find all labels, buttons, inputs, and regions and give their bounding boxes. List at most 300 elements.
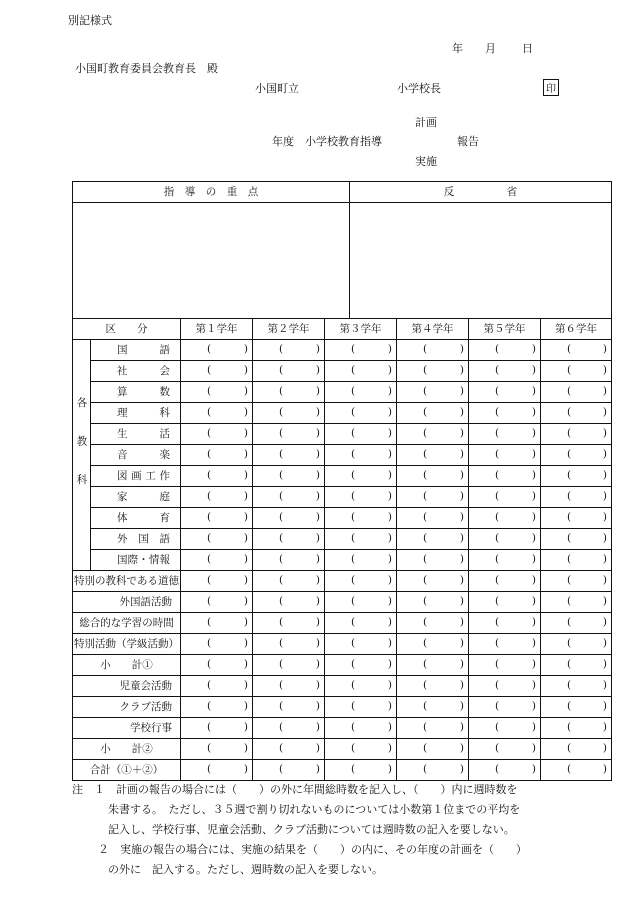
hours-cell[interactable] bbox=[469, 403, 541, 424]
hours-cell[interactable] bbox=[181, 613, 253, 634]
note-1-line-3: 記入し、学校行事、児童会活動、クラブ活動については週時数の記入を要しない。 bbox=[108, 823, 515, 836]
hours-cell[interactable] bbox=[181, 403, 253, 424]
hours-cell[interactable] bbox=[469, 760, 541, 781]
hours-cell[interactable] bbox=[469, 445, 541, 466]
paren-close: ) bbox=[387, 532, 392, 544]
hours-cell[interactable] bbox=[181, 550, 253, 571]
hours-cell[interactable] bbox=[541, 697, 612, 718]
paren-open: ( bbox=[495, 763, 500, 775]
hours-cell[interactable] bbox=[325, 718, 397, 739]
hours-cell[interactable] bbox=[181, 445, 253, 466]
hours-cell[interactable] bbox=[181, 424, 253, 445]
hours-cell[interactable] bbox=[541, 655, 612, 676]
hours-cell[interactable] bbox=[253, 361, 325, 382]
hours-cell[interactable] bbox=[325, 697, 397, 718]
note-1-line-2: 朱書する。 ただし、３５週で割り切れないものについては小数第１位までの平均を bbox=[108, 803, 521, 816]
paren-close: ) bbox=[459, 595, 464, 607]
paren-close: ) bbox=[243, 427, 248, 439]
paren-close: ) bbox=[387, 616, 392, 628]
paren-open: ( bbox=[495, 364, 500, 376]
paren-open: ( bbox=[351, 448, 356, 460]
hours-cell[interactable] bbox=[397, 718, 469, 739]
hours-cell[interactable] bbox=[397, 613, 469, 634]
paren-close: ) bbox=[315, 658, 320, 670]
hours-cell[interactable] bbox=[541, 550, 612, 571]
hours-cell[interactable] bbox=[253, 424, 325, 445]
subject-label: 国語 bbox=[91, 340, 181, 361]
hours-cell[interactable] bbox=[253, 340, 325, 361]
subject-label: 音楽 bbox=[91, 445, 181, 466]
hours-cell[interactable] bbox=[397, 739, 469, 760]
subject-row bbox=[73, 445, 612, 466]
paren-close: ) bbox=[243, 637, 248, 649]
hours-cell[interactable] bbox=[397, 466, 469, 487]
activity-row bbox=[73, 676, 612, 697]
paren-close: ) bbox=[459, 679, 464, 691]
paren-open: ( bbox=[207, 700, 212, 712]
hours-cell[interactable] bbox=[397, 655, 469, 676]
hours-cell[interactable] bbox=[181, 508, 253, 529]
other-row-label: 総合的な学習の時間 bbox=[73, 613, 181, 634]
hours-cell[interactable] bbox=[469, 550, 541, 571]
hours-cell[interactable] bbox=[469, 634, 541, 655]
hours-cell[interactable] bbox=[181, 487, 253, 508]
hours-cell[interactable] bbox=[541, 634, 612, 655]
paren-close: ) bbox=[531, 532, 536, 544]
paren-close: ) bbox=[602, 406, 607, 418]
hours-cell[interactable] bbox=[181, 340, 253, 361]
subject-row bbox=[73, 361, 612, 382]
paren-close: ) bbox=[459, 637, 464, 649]
paren-close: ) bbox=[315, 637, 320, 649]
paren-close: ) bbox=[387, 658, 392, 670]
paren-open: ( bbox=[207, 763, 212, 775]
hours-cell[interactable] bbox=[397, 382, 469, 403]
paren-open: ( bbox=[279, 658, 284, 670]
hours-cell[interactable] bbox=[181, 655, 253, 676]
hours-cell[interactable] bbox=[541, 529, 612, 550]
paren-open: ( bbox=[423, 721, 428, 733]
date-month: 月 bbox=[485, 42, 496, 55]
hours-cell[interactable] bbox=[253, 382, 325, 403]
hours-cell[interactable] bbox=[397, 424, 469, 445]
paren-close: ) bbox=[387, 364, 392, 376]
hours-cell[interactable] bbox=[253, 697, 325, 718]
hours-cell[interactable] bbox=[469, 718, 541, 739]
hours-cell[interactable] bbox=[469, 382, 541, 403]
hours-cell[interactable] bbox=[397, 634, 469, 655]
hours-cell[interactable] bbox=[325, 760, 397, 781]
hours-cell[interactable] bbox=[541, 466, 612, 487]
hours-cell[interactable] bbox=[469, 739, 541, 760]
hours-cell[interactable] bbox=[469, 340, 541, 361]
paren-open: ( bbox=[423, 427, 428, 439]
hours-cell[interactable] bbox=[181, 382, 253, 403]
paren-close: ) bbox=[459, 448, 464, 460]
hours-cell[interactable] bbox=[541, 676, 612, 697]
paren-open: ( bbox=[351, 469, 356, 481]
activity-label: クラブ活動 bbox=[73, 697, 181, 718]
focus-reflection-table bbox=[72, 181, 612, 319]
hours-cell[interactable] bbox=[253, 718, 325, 739]
hours-cell[interactable] bbox=[541, 403, 612, 424]
hours-cell[interactable] bbox=[469, 529, 541, 550]
paren-open: ( bbox=[207, 679, 212, 691]
hours-cell[interactable] bbox=[181, 361, 253, 382]
paren-close: ) bbox=[531, 343, 536, 355]
paren-open: ( bbox=[567, 427, 572, 439]
paren-close: ) bbox=[602, 490, 607, 502]
paren-close: ) bbox=[315, 490, 320, 502]
paren-close: ) bbox=[243, 490, 248, 502]
paren-close: ) bbox=[459, 763, 464, 775]
hours-cell[interactable] bbox=[181, 529, 253, 550]
paren-close: ) bbox=[602, 343, 607, 355]
hours-cell[interactable] bbox=[541, 340, 612, 361]
hours-cell[interactable] bbox=[397, 676, 469, 697]
paren-close: ) bbox=[602, 742, 607, 754]
hours-cell[interactable] bbox=[325, 508, 397, 529]
hours-cell[interactable] bbox=[541, 613, 612, 634]
paren-close: ) bbox=[459, 700, 464, 712]
hours-cell[interactable] bbox=[469, 592, 541, 613]
paren-close: ) bbox=[602, 637, 607, 649]
paren-close: ) bbox=[459, 343, 464, 355]
paren-close: ) bbox=[387, 679, 392, 691]
hours-cell[interactable] bbox=[469, 655, 541, 676]
paren-open: ( bbox=[207, 448, 212, 460]
hours-cell[interactable] bbox=[253, 655, 325, 676]
paren-close: ) bbox=[459, 511, 464, 523]
paren-close: ) bbox=[531, 574, 536, 586]
hours-cell[interactable] bbox=[253, 403, 325, 424]
hours-cell[interactable] bbox=[253, 760, 325, 781]
paren-open: ( bbox=[423, 637, 428, 649]
paren-open: ( bbox=[567, 763, 572, 775]
hours-cell[interactable] bbox=[397, 340, 469, 361]
paren-open: ( bbox=[351, 511, 356, 523]
hours-cell[interactable] bbox=[397, 361, 469, 382]
hours-cell[interactable] bbox=[181, 571, 253, 592]
paren-open: ( bbox=[495, 679, 500, 691]
hours-cell[interactable] bbox=[325, 403, 397, 424]
hours-cell[interactable] bbox=[253, 529, 325, 550]
hours-cell[interactable] bbox=[325, 340, 397, 361]
hours-cell[interactable] bbox=[253, 739, 325, 760]
recipient: 小国町教育委員会教育長 殿 bbox=[75, 62, 218, 75]
hours-cell[interactable] bbox=[541, 592, 612, 613]
paren-open: ( bbox=[495, 532, 500, 544]
paren-close: ) bbox=[243, 343, 248, 355]
paren-open: ( bbox=[495, 742, 500, 754]
paren-open: ( bbox=[567, 658, 572, 670]
paren-close: ) bbox=[387, 742, 392, 754]
other-row bbox=[73, 613, 612, 634]
hours-cell[interactable] bbox=[325, 571, 397, 592]
paren-close: ) bbox=[387, 574, 392, 586]
paren-close: ) bbox=[387, 385, 392, 397]
hours-cell[interactable] bbox=[469, 361, 541, 382]
hours-cell[interactable] bbox=[253, 571, 325, 592]
activity-label: 児童会活動 bbox=[73, 676, 181, 697]
hours-cell[interactable] bbox=[181, 739, 253, 760]
activity-label: 学校行事 bbox=[73, 718, 181, 739]
hours-cell[interactable] bbox=[541, 361, 612, 382]
paren-close: ) bbox=[315, 448, 320, 460]
paren-open: ( bbox=[567, 406, 572, 418]
hours-cell[interactable] bbox=[397, 445, 469, 466]
subtotal-1-row bbox=[73, 655, 612, 676]
hours-cell[interactable] bbox=[253, 592, 325, 613]
hours-cell[interactable] bbox=[541, 487, 612, 508]
hours-cell[interactable] bbox=[253, 508, 325, 529]
paren-close: ) bbox=[315, 616, 320, 628]
hours-cell[interactable] bbox=[253, 487, 325, 508]
subject-row bbox=[73, 382, 612, 403]
hours-cell[interactable] bbox=[181, 466, 253, 487]
hours-cell[interactable] bbox=[325, 592, 397, 613]
subject-row bbox=[73, 340, 612, 361]
note-2-line-2: の外に 記入する。ただし、週時数の記入を要しない。 bbox=[108, 863, 383, 876]
activity-row bbox=[73, 697, 612, 718]
paren-open: ( bbox=[279, 532, 284, 544]
hours-cell[interactable] bbox=[181, 718, 253, 739]
paren-open: ( bbox=[423, 574, 428, 586]
hours-cell[interactable] bbox=[469, 508, 541, 529]
other-row-label: 外国語活動 bbox=[73, 592, 181, 613]
paren-close: ) bbox=[315, 406, 320, 418]
hours-cell[interactable] bbox=[397, 760, 469, 781]
subject-row bbox=[73, 550, 612, 571]
other-row-label: 特別活動（学級活動） bbox=[73, 634, 181, 655]
paren-open: ( bbox=[567, 700, 572, 712]
paren-open: ( bbox=[207, 427, 212, 439]
paren-open: ( bbox=[423, 490, 428, 502]
paren-close: ) bbox=[315, 343, 320, 355]
paren-close: ) bbox=[315, 700, 320, 712]
paren-close: ) bbox=[602, 595, 607, 607]
paren-open: ( bbox=[567, 574, 572, 586]
hours-cell[interactable] bbox=[325, 550, 397, 571]
hours-cell[interactable] bbox=[325, 487, 397, 508]
subject-label: 家庭 bbox=[91, 487, 181, 508]
paren-close: ) bbox=[243, 658, 248, 670]
subjects-group-label: 各教科 bbox=[73, 340, 91, 571]
hours-table bbox=[72, 318, 612, 781]
paren-open: ( bbox=[279, 595, 284, 607]
title-implementation: 実施 bbox=[415, 155, 437, 168]
hours-cell[interactable] bbox=[541, 382, 612, 403]
paren-close: ) bbox=[531, 490, 536, 502]
subject-row bbox=[73, 466, 612, 487]
paren-close: ) bbox=[387, 427, 392, 439]
paren-open: ( bbox=[207, 406, 212, 418]
paren-open: ( bbox=[207, 574, 212, 586]
hours-cell[interactable] bbox=[325, 529, 397, 550]
paren-close: ) bbox=[243, 448, 248, 460]
paren-close: ) bbox=[243, 721, 248, 733]
paren-open: ( bbox=[207, 637, 212, 649]
hours-cell[interactable] bbox=[397, 697, 469, 718]
hours-cell[interactable] bbox=[253, 613, 325, 634]
paren-open: ( bbox=[351, 532, 356, 544]
paren-close: ) bbox=[531, 469, 536, 481]
paren-open: ( bbox=[495, 406, 500, 418]
paren-open: ( bbox=[495, 595, 500, 607]
paren-close: ) bbox=[531, 679, 536, 691]
paren-close: ) bbox=[387, 490, 392, 502]
paren-open: ( bbox=[351, 364, 356, 376]
paren-open: ( bbox=[495, 658, 500, 670]
paren-open: ( bbox=[495, 343, 500, 355]
paren-close: ) bbox=[602, 364, 607, 376]
paren-open: ( bbox=[423, 553, 428, 565]
paren-open: ( bbox=[567, 679, 572, 691]
hours-cell[interactable] bbox=[541, 760, 612, 781]
hours-cell[interactable] bbox=[397, 571, 469, 592]
paren-open: ( bbox=[495, 448, 500, 460]
paren-close: ) bbox=[243, 406, 248, 418]
hours-cell[interactable] bbox=[469, 697, 541, 718]
hours-cell[interactable] bbox=[181, 697, 253, 718]
paren-open: ( bbox=[567, 532, 572, 544]
paren-open: ( bbox=[351, 679, 356, 691]
paren-close: ) bbox=[243, 742, 248, 754]
hours-cell[interactable] bbox=[397, 487, 469, 508]
hours-cell[interactable] bbox=[181, 760, 253, 781]
focus-area[interactable] bbox=[73, 203, 350, 319]
paren-open: ( bbox=[495, 511, 500, 523]
hours-cell[interactable] bbox=[469, 424, 541, 445]
paren-close: ) bbox=[243, 763, 248, 775]
paren-close: ) bbox=[315, 574, 320, 586]
hours-cell[interactable] bbox=[253, 634, 325, 655]
paren-open: ( bbox=[567, 616, 572, 628]
hours-cell[interactable] bbox=[541, 739, 612, 760]
hours-cell[interactable] bbox=[325, 466, 397, 487]
paren-close: ) bbox=[531, 637, 536, 649]
hours-cell[interactable] bbox=[541, 508, 612, 529]
paren-close: ) bbox=[459, 721, 464, 733]
paren-open: ( bbox=[279, 763, 284, 775]
hours-cell[interactable] bbox=[253, 550, 325, 571]
paren-open: ( bbox=[351, 553, 356, 565]
paren-close: ) bbox=[531, 763, 536, 775]
hours-cell[interactable] bbox=[397, 529, 469, 550]
hours-cell[interactable] bbox=[325, 424, 397, 445]
paren-close: ) bbox=[531, 742, 536, 754]
paren-close: ) bbox=[315, 763, 320, 775]
paren-close: ) bbox=[243, 700, 248, 712]
subject-label: 算数 bbox=[91, 382, 181, 403]
reflection-area[interactable] bbox=[350, 203, 612, 319]
paren-open: ( bbox=[351, 406, 356, 418]
hours-cell[interactable] bbox=[541, 571, 612, 592]
paren-close: ) bbox=[531, 427, 536, 439]
paren-open: ( bbox=[207, 511, 212, 523]
title-fiscal-year: 年度 小学校教育指導 bbox=[272, 135, 382, 148]
hours-cell[interactable] bbox=[325, 382, 397, 403]
grade-header-1: 第１学年 bbox=[181, 319, 253, 340]
paren-close: ) bbox=[243, 511, 248, 523]
paren-close: ) bbox=[531, 700, 536, 712]
paren-close: ) bbox=[602, 700, 607, 712]
paren-close: ) bbox=[602, 616, 607, 628]
paren-open: ( bbox=[351, 742, 356, 754]
paren-close: ) bbox=[459, 469, 464, 481]
hours-cell[interactable] bbox=[469, 613, 541, 634]
hours-cell[interactable] bbox=[253, 445, 325, 466]
reflection-header: 反 省 bbox=[350, 182, 612, 203]
hours-cell[interactable] bbox=[253, 466, 325, 487]
paren-close: ) bbox=[602, 721, 607, 733]
paren-open: ( bbox=[351, 595, 356, 607]
paren-close: ) bbox=[387, 553, 392, 565]
hours-cell[interactable] bbox=[325, 739, 397, 760]
paren-open: ( bbox=[207, 616, 212, 628]
paren-close: ) bbox=[459, 553, 464, 565]
hours-cell[interactable] bbox=[325, 676, 397, 697]
paren-close: ) bbox=[602, 679, 607, 691]
hours-cell[interactable] bbox=[541, 718, 612, 739]
hours-cell[interactable] bbox=[469, 466, 541, 487]
hours-cell[interactable] bbox=[541, 424, 612, 445]
hours-cell[interactable] bbox=[181, 592, 253, 613]
paren-close: ) bbox=[459, 574, 464, 586]
paren-close: ) bbox=[531, 406, 536, 418]
hours-cell[interactable] bbox=[469, 487, 541, 508]
paren-open: ( bbox=[279, 406, 284, 418]
title-report: 報告 bbox=[457, 135, 479, 148]
hours-cell[interactable] bbox=[325, 613, 397, 634]
paren-close: ) bbox=[315, 553, 320, 565]
hours-cell[interactable] bbox=[253, 676, 325, 697]
hours-cell[interactable] bbox=[397, 508, 469, 529]
hours-cell[interactable] bbox=[469, 571, 541, 592]
paren-open: ( bbox=[423, 406, 428, 418]
hours-cell[interactable] bbox=[181, 676, 253, 697]
hours-cell[interactable] bbox=[325, 634, 397, 655]
paren-close: ) bbox=[243, 532, 248, 544]
hours-cell[interactable] bbox=[325, 445, 397, 466]
grade-header-6: 第６学年 bbox=[541, 319, 612, 340]
hours-cell[interactable] bbox=[325, 361, 397, 382]
subtotal-2-row bbox=[73, 739, 612, 760]
paren-open: ( bbox=[207, 742, 212, 754]
hours-cell[interactable] bbox=[181, 634, 253, 655]
hours-cell[interactable] bbox=[397, 550, 469, 571]
paren-open: ( bbox=[423, 616, 428, 628]
paren-open: ( bbox=[495, 427, 500, 439]
paren-open: ( bbox=[279, 385, 284, 397]
subject-row bbox=[73, 424, 612, 445]
hours-cell[interactable] bbox=[397, 403, 469, 424]
hours-cell[interactable] bbox=[325, 655, 397, 676]
hours-cell[interactable] bbox=[541, 445, 612, 466]
paren-close: ) bbox=[459, 616, 464, 628]
grade-header-row bbox=[73, 319, 612, 340]
paren-close: ) bbox=[602, 574, 607, 586]
hours-cell[interactable] bbox=[397, 592, 469, 613]
paren-close: ) bbox=[602, 448, 607, 460]
hours-cell[interactable] bbox=[469, 676, 541, 697]
paren-close: ) bbox=[315, 364, 320, 376]
paren-open: ( bbox=[351, 763, 356, 775]
paren-close: ) bbox=[315, 595, 320, 607]
grand-total-label: 合計（①＋②） bbox=[73, 760, 181, 781]
note-1-line-1: 注 １ 計画の報告の場合には（ ）の外に年間総時数を記入し、（ ）内に週時数を bbox=[72, 783, 518, 796]
sender-town: 小国町立 bbox=[255, 82, 299, 95]
